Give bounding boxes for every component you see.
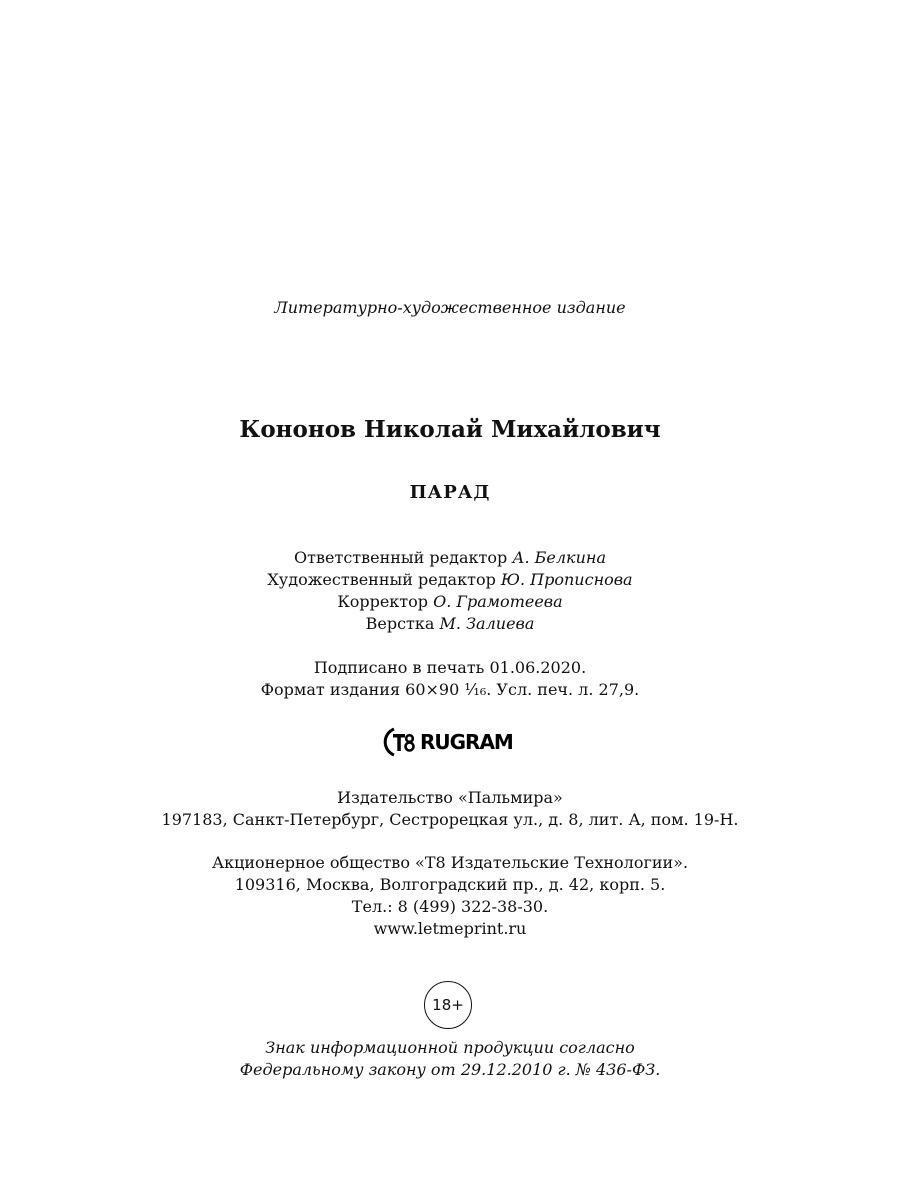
credit-line xyxy=(0,614,900,633)
author-name: Кононов Николай Михайлович xyxy=(239,416,661,443)
credit-role: Художественный редактор xyxy=(267,570,496,589)
book-title: ПАРАД xyxy=(409,482,491,503)
logo-text: RUGRAM xyxy=(420,730,513,754)
printer-address: 109316, Москва, Волгоградский пр., д. 42, корп. 5. xyxy=(234,875,666,894)
credit-role: Ответственный редактор xyxy=(294,548,508,567)
publisher-name: Издательство «Пальмира» xyxy=(337,788,563,807)
credit-person: Ю. Прописнова xyxy=(500,570,633,589)
credit-person: А. Белкина xyxy=(512,548,606,567)
notice-line: Знак информационной продукции согласно xyxy=(265,1038,635,1057)
printer-website: www.letmeprint.ru xyxy=(373,919,527,938)
publisher-address: 197183, Санкт-Петербург, Сестрорецкая ул., д. 8, лит. А, пом. 19-Н. xyxy=(161,810,739,829)
credit-person: О. Грамотеева xyxy=(433,592,563,611)
printer-name: Акционерное общество «Т8 Издательские Технологии». xyxy=(211,853,689,872)
age-rating-label: 18+ xyxy=(432,996,464,1014)
credit-role: Корректор xyxy=(337,592,429,611)
credit-person: М. Залиева xyxy=(439,614,535,633)
credit-line xyxy=(0,592,900,611)
notice-line: Федеральному закону от 29.12.2010 г. № 436-ФЗ. xyxy=(239,1060,661,1079)
age-rating-badge xyxy=(424,981,472,1029)
t8-emblem-icon xyxy=(382,724,418,760)
credit-role: Верстка xyxy=(365,614,435,633)
t8-rugram-logo xyxy=(382,722,513,762)
genre-label: Литературно-художественное издание xyxy=(274,298,626,317)
credit-line xyxy=(0,570,900,589)
print-signed: Подписано в печать 01.06.2020. xyxy=(313,658,587,677)
print-format: Формат издания 60×90 ¹⁄₁₆. Усл. печ. л. 27,9. xyxy=(260,680,640,699)
printer-phone: Тел.: 8 (499) 322-38-30. xyxy=(351,897,549,916)
credit-line xyxy=(0,548,900,567)
